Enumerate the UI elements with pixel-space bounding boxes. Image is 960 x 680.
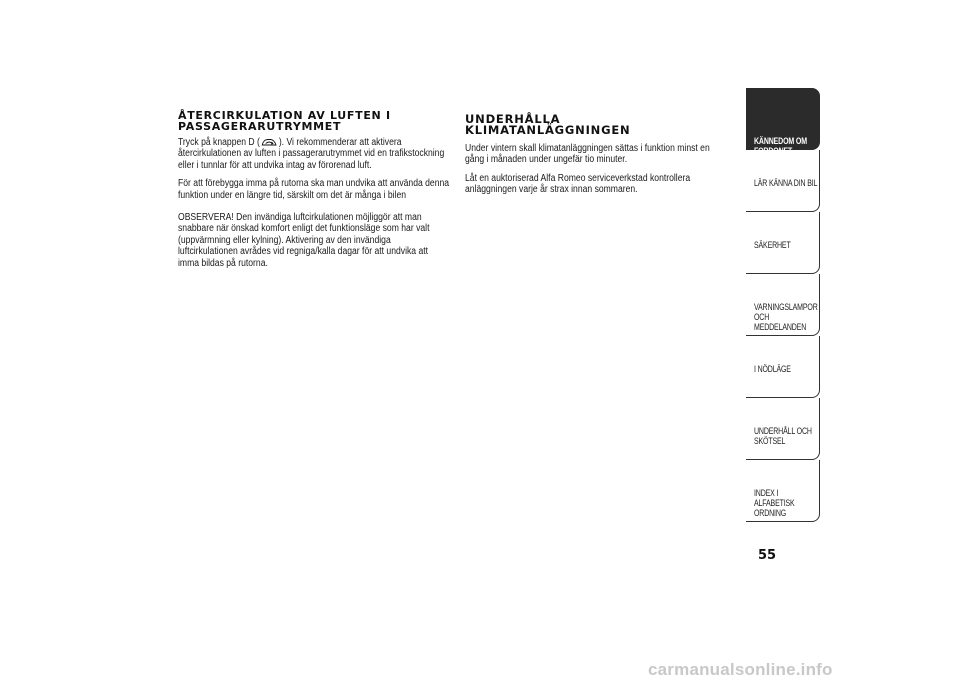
paragraph-text-before-icon: Tryck på knappen D ( (178, 137, 260, 148)
paragraph-service-check: Låt en auktoriserad Alfa Romeo serviceverkstad kontrollera anläggningen varje år strax innan sommaren. (465, 172, 691, 196)
tab-label: SÄKERHET (754, 240, 791, 250)
tab-label: UNDERHÅLL OCH SKÖTSEL (754, 426, 812, 446)
tab-label: INDEX I ALFABETISK ORDNING (754, 488, 795, 518)
air-recirculation-icon (261, 137, 278, 147)
heading-line-2: PASSAGERARUTRYMMET (178, 120, 342, 133)
page-number: 55 (758, 548, 777, 563)
tab-varningslampor[interactable] (746, 274, 820, 336)
section-heading-maintenance: UNDERHÅLLA KLIMATANLÄGGNINGEN (465, 112, 631, 137)
tab-i-nodlage[interactable] (746, 336, 820, 398)
tab-label: I NÖDLÄGE (754, 364, 791, 374)
tab-underhall-och-skotsel[interactable] (746, 398, 820, 460)
heading-line-1: ÅTERCIRKULATION AV LUFTEN I (178, 109, 391, 122)
paragraph-prevent-fog: För att förebygga imma på rutorna ska man undvika att använda denna funktion under en längre tid, särskilt om det är många i bilen (178, 178, 450, 201)
paragraph-note: OBSERVERA! Den invändiga luftcirkulationen möjliggör att man snabbare när önskad komfort enligt det funktionsläge som har valt (uppvärmning eller kylning). Aktivering av den invändiga luftcirkulationen avrådes vid regniga/kalla dagar för att undvika att imma bildas på rutorna. (178, 212, 430, 269)
tab-label: LÄR KÄNNA DIN BIL (754, 178, 818, 188)
tab-label: KÄNNEDOM OM (754, 136, 807, 146)
tab-label: VARNINGSLAMPOR OCH MEDDELANDEN (754, 302, 818, 332)
watermark: carmanualsonline.info (648, 660, 833, 679)
paragraph-text-after-icon: ). Vi rekommenderar att aktivera återcirkulationen av luften i passagerarutrymmet vid en trafikstockning eller i tunnlar för att undvika intag av förorenad luft. (178, 137, 445, 171)
tab-kannedom-om-fordonet[interactable] (746, 88, 820, 150)
tab-index[interactable] (746, 460, 820, 522)
tab-sakerhet[interactable] (746, 212, 820, 274)
tab-lar-kanna-din-bil[interactable] (746, 150, 820, 212)
left-column (178, 110, 450, 276)
paragraph-winter-use: Under vintern skall klimatanläggningen sättas i funktion minst en gång i månaden under ungefär tio minuter. (465, 143, 710, 166)
chapter-sidebar (746, 88, 820, 522)
paragraph-recirculation-button (178, 137, 449, 171)
section-heading-recirculation (178, 110, 450, 132)
right-column (465, 110, 730, 203)
